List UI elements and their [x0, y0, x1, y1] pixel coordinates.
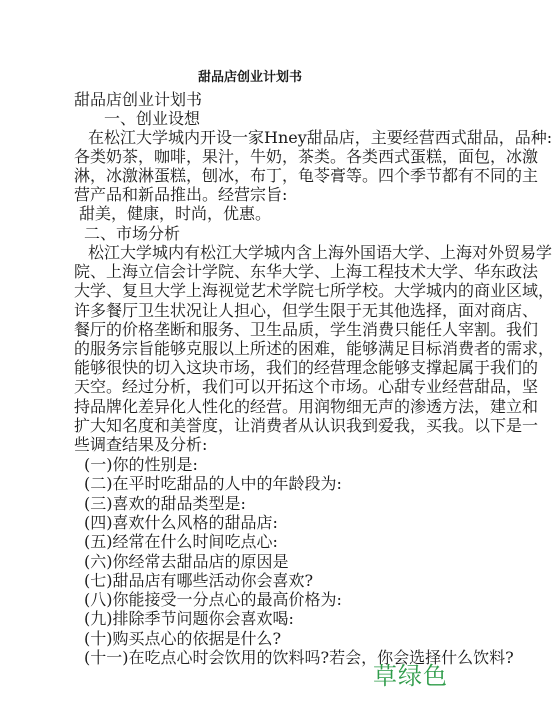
paragraph-line: 营产品和新品推出。经营宗旨: — [74, 185, 288, 204]
survey-item: (十一)在吃点心时会饮用的饮料吗?若会，你会选择什么饮料? — [84, 648, 514, 667]
paragraph-line: 在松江大学城内开设一家Hney甜品店，主要经营西式甜品，品种: — [88, 128, 553, 147]
document-title: 甜品店创业计划书 — [197, 70, 302, 85]
paragraph-line: 甜美，健康，时尚，优惠。 — [79, 204, 272, 223]
survey-item: (三)喜欢的甜品类型是: — [84, 493, 246, 513]
paragraph-line: 松江大学城内有松江大学城内含上海外国语大学、上海对外贸易学 — [88, 243, 553, 262]
paragraph-line: 的服务宗旨能够克服以上所述的困难，能够满足目标消费者的需求， — [74, 339, 554, 358]
survey-item: (七)甜品店有哪些活动你会喜欢? — [84, 570, 314, 590]
paragraph-line: 持品牌化差异化人性化的经营。用润物细无声的渗透方法，建立和 — [74, 396, 539, 416]
paragraph-line: 扩大知名度和美誉度，让消费者从认识我到爱我，买我。以下是一 — [74, 415, 539, 435]
paragraph-line: 大学、复旦大学上海视觉艺术学院七所学校。大学城内的商业区域， — [74, 281, 554, 301]
survey-item: (十)购买点心的依据是什么? — [84, 628, 282, 648]
paragraph-line: 许多餐厅卫生状况让人担心，但学生限于无其他选择，面对商店、 — [74, 300, 539, 320]
survey-item: (二)在平时吃甜品的人中的年龄段为: — [84, 474, 342, 494]
paragraph-line: 天空。经过分析，我们可以开拓这个市场。心甜专业经营甜品，坚 — [74, 377, 539, 397]
survey-item: (六)你经常去甜品店的原因是 — [84, 551, 289, 571]
survey-item: (五)经常在什么时间吃点心: — [84, 532, 278, 552]
paragraph-line: 些调查结果及分析: — [74, 435, 208, 454]
paragraph-line: 能够很快的切入这块市场，我们的经营理念能够支撑起属于我们的 — [74, 358, 539, 378]
survey-item: (一)你的性别是: — [84, 455, 198, 474]
paragraph-line: 餐厅的价格垄断和服务、卫生品质，学生消费只能任人宰割。我们 — [74, 319, 539, 339]
survey-item: (八)你能接受一分点心的最高价格为: — [84, 590, 342, 610]
survey-item: (四)喜欢什么风格的甜品店: — [84, 512, 278, 532]
section-heading-market: 二、市场分析 — [84, 224, 181, 243]
paragraph-line: 各类奶茶，咖啡，果汁，牛奶，茶类。各类西式蛋糕，面包，冰激 — [74, 147, 539, 166]
watermark-text: 草绿色 — [373, 662, 448, 690]
section-heading-plan: 一、创业设想 — [104, 109, 201, 128]
document-subtitle: 甜品店创业计划书 — [74, 90, 203, 109]
paragraph-line: 院、上海立信会计学院、东华大学、上海工程技术大学、华东政法 — [74, 262, 539, 282]
paragraph-line: 淋，冰激淋蛋糕，刨冰，布丁，龟苓膏等。四个季节都有不同的主 — [74, 166, 539, 185]
survey-item: (九)排除季节问题你会喜欢喝: — [84, 609, 294, 629]
